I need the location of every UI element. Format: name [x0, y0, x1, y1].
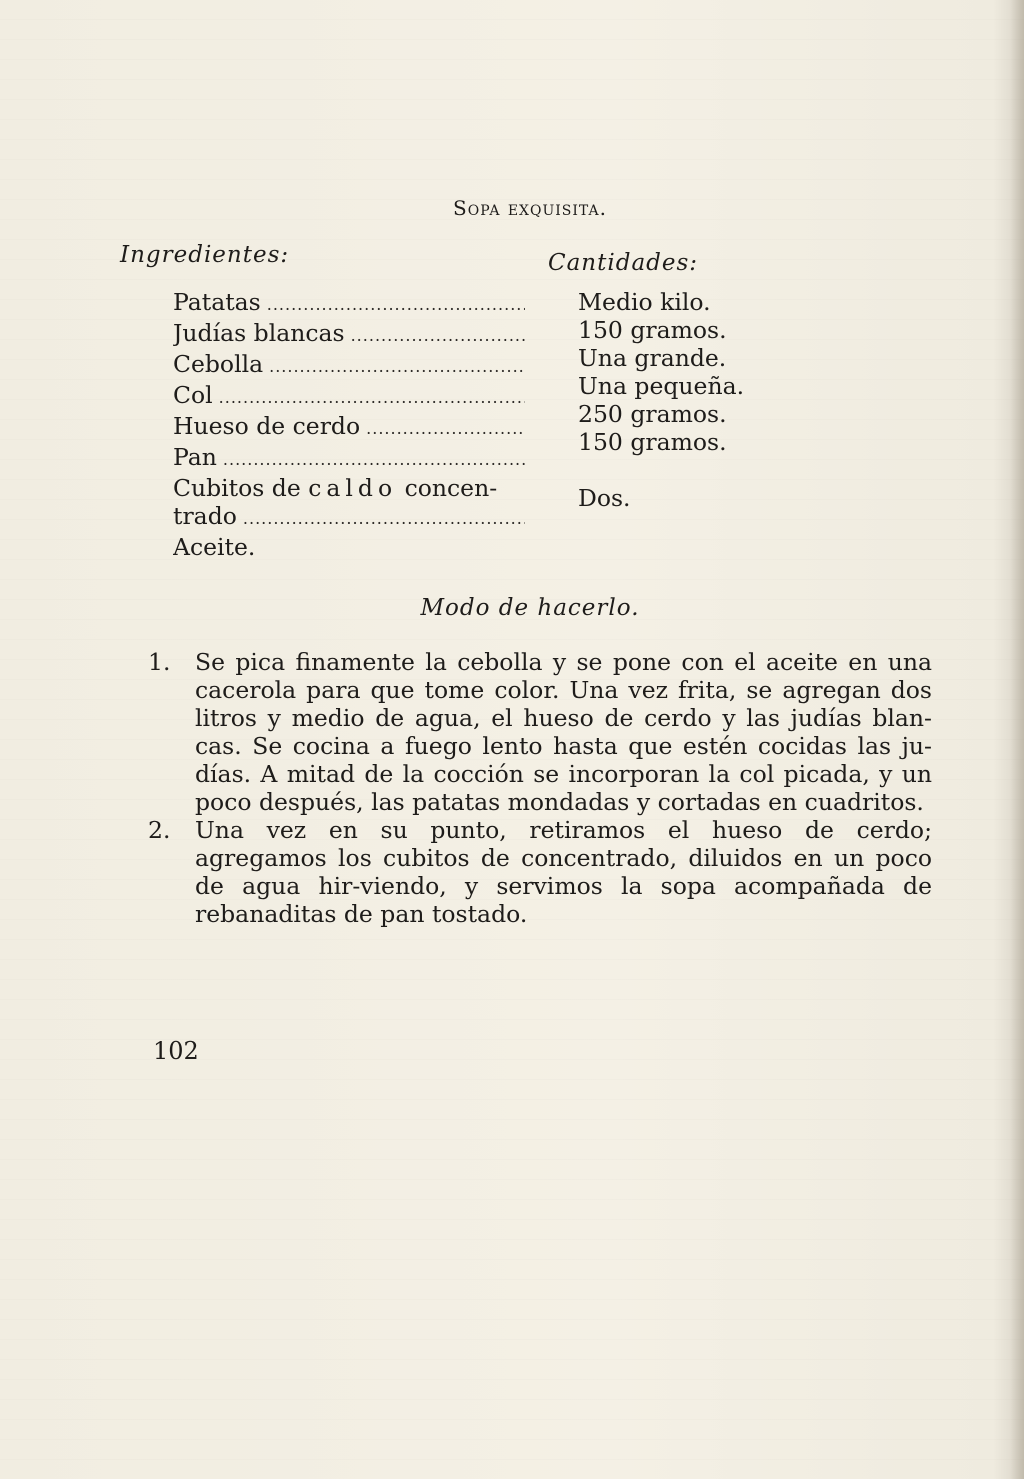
ingredient-name — [173, 474, 497, 502]
ingredient-name: Cebolla — [173, 350, 264, 378]
ingredient-name: Hueso de cerdo — [173, 412, 361, 440]
quantity-value: Una pequeña. — [578, 372, 745, 400]
ingredient-row — [173, 350, 525, 381]
ingredient-name-part: Cubitos de — [173, 474, 309, 502]
leader-dots — [223, 446, 525, 474]
ingredient-name: Col — [173, 381, 213, 409]
ingredient-name: Patatas — [173, 288, 261, 316]
ingredient-row — [173, 443, 525, 474]
page-number: 102 — [153, 1037, 199, 1065]
ingredient-name: Judías blancas — [173, 319, 345, 347]
leader-dots — [243, 505, 525, 533]
ingredients-list — [173, 288, 525, 561]
ingredient-row — [173, 381, 525, 412]
leader-dots — [269, 353, 525, 381]
ingredients-heading: Ingredientes: — [120, 242, 290, 268]
quantity-value: Una grande. — [578, 344, 727, 372]
ingredient-name-part: concen- — [397, 474, 498, 502]
quantity-value: 150 gramos. — [578, 428, 727, 456]
ingredient-name: trado — [173, 502, 237, 530]
step-text: Una vez en su punto, retiramos el hueso de cerdo; agregamos los cubitos de concentrado, diluidos en un poco de agua hir-viendo, y servimos la sopa acompañada de rebanaditas de pan tostado. — [195, 816, 932, 928]
method-heading: Modo de hacerlo. — [420, 595, 640, 621]
step-item — [148, 816, 932, 928]
step-text: Se pica finamente la cebolla y se pone con el aceite en una cacerola para que tome color. Una vez frita, se agregan dos litros y medio de agua, el hueso de cerdo y las judías blan-cas. Se cocina a fuego lento hasta que estén cocidas las ju-días. A mitad de la cocción se incorporan la col picada, y un poco después, las patatas mondadas y cortadas en cuadritos. — [195, 648, 932, 816]
leader-dots — [366, 415, 525, 443]
ingredient-name-spaced: caldo — [308, 474, 398, 502]
quantities-list — [578, 288, 744, 512]
quantity-value: Dos. — [578, 484, 631, 512]
ingredient-row — [173, 502, 525, 533]
ingredient-row — [173, 288, 525, 319]
step-item — [148, 648, 932, 816]
ingredient-row — [173, 319, 525, 350]
ingredient-row — [173, 533, 525, 561]
page-edge-shadow — [1010, 0, 1024, 1479]
ingredient-name: Aceite. — [173, 533, 256, 561]
recipe-title: Sopa exquisita. — [453, 196, 607, 220]
quantity-spacer — [578, 456, 744, 484]
ingredient-name: Pan — [173, 443, 217, 471]
leader-dots — [267, 291, 525, 319]
leader-dots — [351, 322, 525, 350]
step-number: 2. — [148, 816, 171, 844]
quantity-value: 250 gramos. — [578, 400, 727, 428]
quantity-value: Medio kilo. — [578, 288, 711, 316]
step-number: 1. — [148, 648, 171, 676]
quantity-value: 150 gramos. — [578, 316, 727, 344]
leader-dots — [219, 384, 525, 412]
ingredient-row — [173, 474, 525, 502]
quantities-heading: Cantidades: — [548, 250, 699, 276]
method-steps — [148, 648, 932, 928]
ingredient-row — [173, 412, 525, 443]
